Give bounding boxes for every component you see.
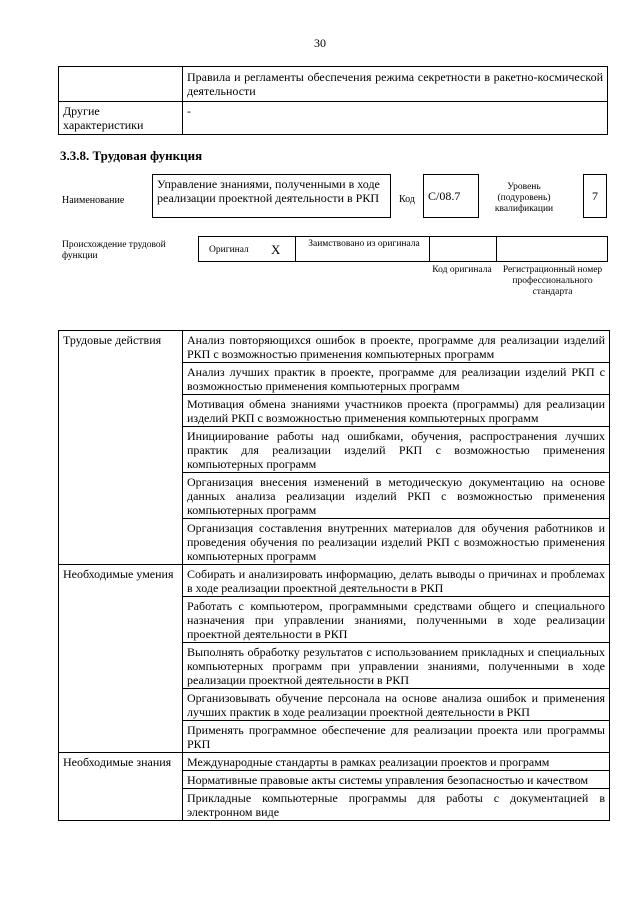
table-row [59, 331, 610, 363]
list-item: Работать с компьютером, программными средствами общего и специального назначения при управлении знаниями, полученными в ходе реализации проектной деятельности в РКП [183, 597, 610, 643]
required-knowledge-label: Необходимые знания [59, 753, 183, 821]
code-label: Код [399, 194, 415, 205]
registration-number-caption: Регистрационный номер профессионального стандарта [502, 265, 603, 297]
list-item: Применять программное обеспечение для реализации проекта или программы РКП [183, 721, 610, 753]
origin-label: Происхождение трудовой функции [62, 240, 166, 261]
list-item: Прикладные компьютерные программы для работы с документацией в электронном виде [183, 789, 610, 821]
top-table [58, 66, 608, 135]
list-item: Международные стандарты в рамках реализации проектов и программ [183, 753, 610, 771]
level-value-box [583, 174, 607, 218]
origin-divider-1 [295, 237, 296, 261]
other-characteristics-label: Другие характеристики [59, 102, 183, 135]
code-value-box [423, 174, 479, 218]
level-label: Уровень (подуровень) квалификации [494, 182, 554, 214]
other-characteristics-value: - [183, 102, 608, 135]
list-item: Организовывать обучение персонала на основе анализа ошибок и применения лучших практик в ходе реализации проектной деятельности в РКП [183, 689, 610, 721]
main-table [58, 330, 610, 821]
list-item: Выполнять обработку результатов с использованием прикладных и специальных компьютерных программ при управлении знаниями, полученными в ходе реализации проектной деятельности в РКП [183, 643, 610, 689]
list-item: Организация внесения изменений в методическую документацию на основе данных анализа реализации изделий РКП с возможностью применения компьютерных программ [183, 473, 610, 519]
list-item: Инициирование работы над ошибками, обучения, распространения лучших практик для реализации изделий РКП с возможностью применения компьютерных программ [183, 427, 610, 473]
borrowed-label: Заимствовано из оригинала [308, 239, 420, 249]
origin-divider-3 [496, 237, 497, 261]
origin-table [198, 236, 608, 262]
labor-actions-label: Трудовые действия [59, 331, 183, 565]
table-row [59, 565, 610, 597]
original-mark: X [271, 242, 281, 257]
list-item: Собирать и анализировать информацию, делать выводы о причинах и проблемах в ходе реализации проектной деятельности в РКП [183, 565, 610, 597]
top-table-empty-cell [59, 67, 183, 102]
page-number: 30 [314, 36, 326, 50]
list-item: Анализ повторяющихся ошибок в проекте, программе для реализации изделий РКП с возможностью применения компьютерных программ [183, 331, 610, 363]
name-value: Управление знаниями, полученными в ходе реализации проектной деятельности в РКП [157, 177, 380, 205]
list-item: Организация составления внутренних материалов для обучения работников и проведения обучения по реализации изделий РКП с возможностью применения компьютерных программ [183, 519, 610, 565]
original-label: Оригинал [209, 245, 249, 255]
table-row [59, 753, 610, 771]
section-heading: 3.3.8. Трудовая функция [60, 148, 203, 163]
list-item: Анализ лучших практик в проекте, программе для реализации изделий РКП с возможностью применения компьютерных программ [183, 363, 610, 395]
list-item: Мотивация обмена знаниями участников проекта (программы) для реализации изделий РКП с возможностью применения компьютерных программ [183, 395, 610, 427]
code-original-caption: Код оригинала [432, 265, 492, 275]
name-label: Наименование [62, 195, 125, 206]
name-value-box [152, 174, 391, 218]
required-skills-label: Необходимые умения [59, 565, 183, 753]
level-value: 7 [592, 189, 598, 203]
list-item: Нормативные правовые акты системы управления безопасностью и качеством [183, 771, 610, 789]
code-value: C/08.7 [428, 189, 461, 203]
top-table-row1-text: Правила и регламенты обеспечения режима секретности в ракетно-космической деятельности [183, 67, 608, 102]
origin-divider-2 [429, 237, 430, 261]
